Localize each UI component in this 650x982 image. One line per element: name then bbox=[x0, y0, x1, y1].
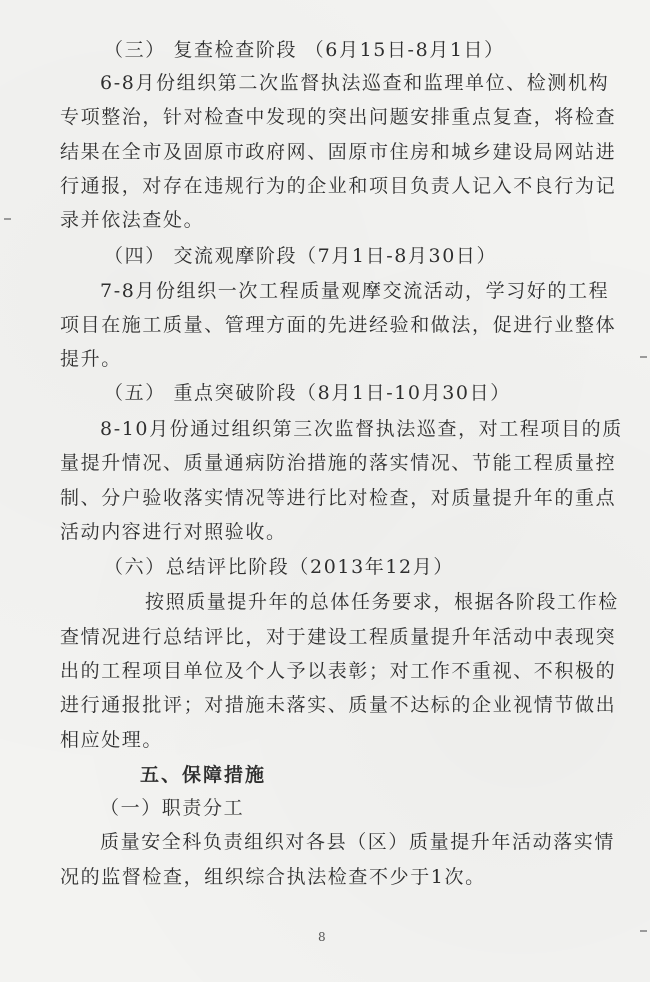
paragraph-line: 按照质量提升年的总体任务要求，根据各阶段工作检 bbox=[145, 591, 619, 613]
paragraph-line: 出的工程项目单位及个人予以表彰；对工作不重视、不积极的 bbox=[60, 660, 617, 682]
scan-margin-mark bbox=[4, 218, 11, 220]
paragraph-line: 况的监督检查，组织综合执法检查不少于1次。 bbox=[60, 866, 486, 888]
paragraph-line: 提升。 bbox=[60, 348, 122, 370]
scan-margin-mark bbox=[640, 930, 647, 932]
paragraph-line: 进行通报批评；对措施未落实、质量不达标的企业视情节做出 bbox=[60, 694, 617, 716]
paragraph-line: 行通报，对存在违规行为的企业和项目负责人记入不良行为记 bbox=[60, 175, 617, 197]
section-heading-3: （三） 复查检查阶段 （6月15日-8月1日） bbox=[104, 39, 505, 61]
scan-margin-mark bbox=[640, 356, 647, 358]
paragraph-line: 查情况进行总结评比，对于建设工程质量提升年活动中表现突 bbox=[60, 626, 617, 648]
paragraph-line: 量提升情况、质量通病防治措施的落实情况、节能工程质量控 bbox=[60, 452, 617, 474]
paragraph-line: 制、分户验收落实情况等进行比对检查，对质量提升年的重点 bbox=[60, 487, 617, 509]
paragraph-line: 质量安全科负责组织对各县（区）质量提升年活动落实情 bbox=[100, 831, 616, 853]
paragraph-line: 8-10月份通过组织第三次监督执法巡查，对工程项目的质 bbox=[100, 418, 623, 440]
section-heading-4: （四） 交流观摩阶段（7月1日-8月30日） bbox=[104, 245, 498, 267]
section-heading-duties: （一）职责分工 bbox=[100, 797, 245, 819]
paragraph-line: 结果在全市及固原市政府网、固原市住房和城乡建设局网站进 bbox=[60, 141, 617, 163]
paragraph-line: 相应处理。 bbox=[60, 729, 164, 751]
paragraph-line: 6-8月份组织第二次监督执法巡查和监理单位、检测机构 bbox=[100, 72, 610, 94]
page-number: 8 bbox=[318, 930, 326, 944]
section-heading-5: （五） 重点突破阶段（8月1日-10月30日） bbox=[104, 382, 511, 404]
paragraph-line: 活动内容进行对照验收。 bbox=[60, 521, 287, 543]
section-heading-6: （六）总结评比阶段（2013年12月） bbox=[104, 556, 454, 578]
paragraph-line: 专项整治，针对检查中发现的突出问题安排重点复查，将检查 bbox=[60, 106, 617, 128]
paragraph-line: 7-8月份组织一次工程质量观摩交流活动，学习好的工程 bbox=[100, 280, 610, 302]
chapter-heading-safeguards: 五、保障措施 bbox=[140, 764, 267, 786]
paragraph-line: 录并依法查处。 bbox=[60, 209, 205, 231]
paragraph-line: 项目在施工质量、管理方面的先进经验和做法，促进行业整体 bbox=[60, 314, 617, 336]
